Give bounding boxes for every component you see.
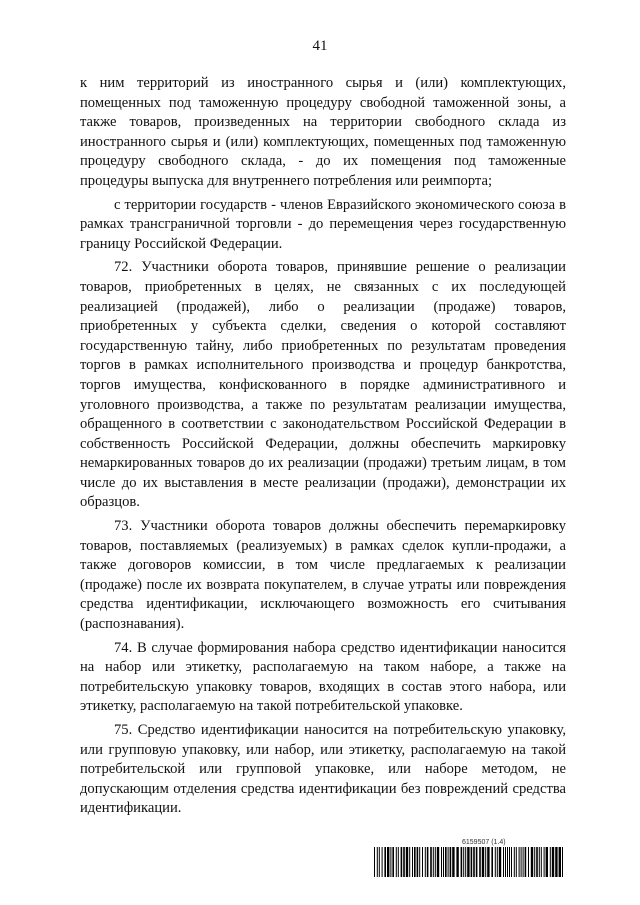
paragraph-74: 74. В случае формирования набора средство идентификации наносится на набор или этикетку, располагаемую на таком наборе, а также на потребительскую упаковку товаров, входящих в состав этого набора, или этикетку, располагаемую на такой потребительской упаковке. bbox=[80, 639, 566, 715]
document-code: 6159507 (1.4) bbox=[462, 839, 506, 846]
paragraph-72: 72. Участники оборота товаров, принявшие решение о реализации товаров, приобретенных в целях, не связанных с их последующей реализацией (продажей), либо о реализации (продаже) товаров, приобретенных у субъекта сделки, сведения о которой составляют государственную тайну, либо приобретенных по результатам проведения торгов в рамках исполнительного производства и процедур банкротства, торгов имущества, конфискованного в порядке административного и уголовного производства, а также по результатам реализации имущества, обращенного в соответствии с законодательством Российской Федерации в собственность Российской Федерации, должны обеспечить маркировку немаркированных товаров до их реализации (продажи) третьим лицам, в том числе до их выставления в месте реализации (продажи), демонстрации их образцов. bbox=[80, 259, 566, 511]
page-number: 41 bbox=[312, 38, 328, 54]
body-text bbox=[80, 74, 566, 823]
paragraph-73: 73. Участники оборота товаров должны обеспечить перемаркировку товаров, поставляемых (реализуемых) в рамках сделок купли-продажи, а также договоров комиссии, в том числе предлагаемых к реализации (продаже) после их возврата покупателем, в случае утраты или повреждения средства идентификации, исключающего возможность его считывания (распознавания). bbox=[80, 518, 566, 633]
paragraph-continuation: к ним территорий из иностранного сырья и (или) комплектующих, помещенных под таможенную процедуру свободной таможенной зоны, а также товаров, произведенных на территории свободного склада из иностранного сырья и (или) комплектующих, помещенных под таможенную процедуру свободного склада, - до их помещения под таможенные процедуры выпуска для внутреннего потребления или реимпорта; bbox=[80, 75, 566, 189]
barcode-icon bbox=[374, 847, 566, 877]
paragraph-eaeu: с территории государств - членов Евразийского экономического союза в рамках трансграничной торговли - до перемещения через государственную границу Российской Федерации. bbox=[80, 196, 566, 252]
paragraph-75: 75. Средство идентификации наносится на потребительскую упаковку, или групповую упаковку, или набор, или этикетку, располагаемую на такой потребительской или групповой упаковке, или наборе методом, не допускающим отделения средства идентификации без повреждений средства идентификации. bbox=[80, 722, 566, 817]
